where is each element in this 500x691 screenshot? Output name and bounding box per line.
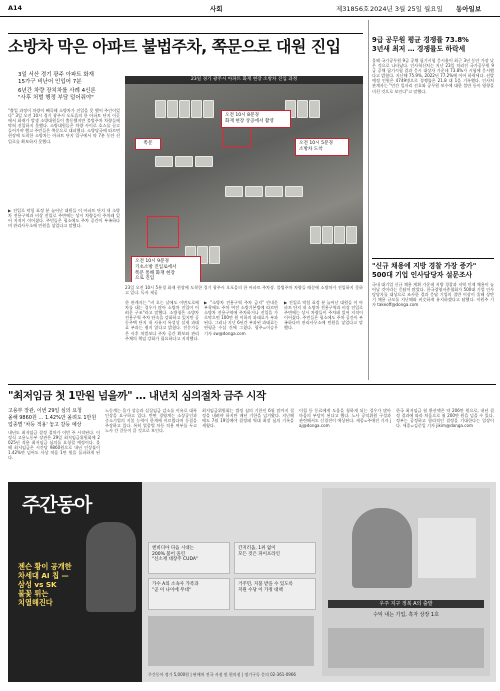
ad-box-2-text: 간지러움, 1위 없이 모든 것은 파이프라인 <box>238 546 280 557</box>
bottom-col5: 한국 최저임금 월 환산액은 약 206만 원으로, 내년 결정 결과에 따라 처음으로 월 200만 원을 넘을 수 있다. 정부는 공정하고 합리적인 결정을 기대한다는 입장이다. 세종=김준일 기자 jikim@donga.com <box>396 408 494 429</box>
ad-box-4-text: 거주민, 지불 받을 수 있도록 지원 수당 이 가정 대책 <box>238 582 293 593</box>
side-headline-1: 9급 공무원 평균 경쟁률 73.8% 3년새 최저 … 경쟁률도 하락세 <box>372 36 469 53</box>
ad-box-1-text: 엔비디아 다음 시대는 200% 불어 올린 "신소재 대장주 CUDA" <box>152 546 198 562</box>
car <box>179 100 190 118</box>
bottom-headline: "최저임금 첫 1만원 넘을까" … 내년치 심의절차 금주 시작 <box>8 390 266 402</box>
fire-location-marker <box>223 124 251 148</box>
side-headline-2: "신규 채용에 지방 경찰 가장 증가" 500대 기업 인사담당자 설문조사 <box>372 262 477 279</box>
car <box>346 226 357 244</box>
main-body-col3: ▶ "소방차 전용구역 주차 금지" 안내문 부착에도 주차 여전 소방기본법에 따르면 소방차 전용구역에 주차하거나 진입을 가로막으면 100만 원 이하의 과태료가 부과된다. 그러나 지난 6년간 부과된 과태료는 연평균 수십 건에 그쳤다. 광주=이승우 기자 sw@donga.com <box>204 300 278 336</box>
callout-fire: 오전 10시 8분경 화재 현장 상공에서 촬영 <box>221 110 291 128</box>
gate-label: 쪽문 <box>135 138 161 150</box>
ad-footer: 주간동아 정가 5,000원 | 판매처 전국 서점 및 편의점 | 정기구독 문의 02-361-0966 <box>148 672 296 677</box>
car <box>265 186 283 197</box>
ad-box-4 <box>234 578 316 610</box>
main-subhead-1: 3일 서산 경기 광주 아파트 화재 15가구 비난어 인입어 7분 <box>18 72 94 85</box>
ad-photo-strip <box>148 616 314 666</box>
column-divider <box>368 20 369 380</box>
ad-right-panel <box>322 488 490 676</box>
top-rule <box>8 33 363 34</box>
issue-number: 제31856호 <box>336 5 370 13</box>
car <box>155 156 173 167</box>
ad-right-portrait <box>352 508 412 588</box>
main-body-col1b: ▶ 진입로 막힘 표정 분 늘어난 대원들 이 아파트 단지 내 소방차 전용구역과 비상 진입로 주변에는 상시 차량들이 주차돼 있어 지적이 이어졌다. 주민들은 평소에도 주차 공간이 부족하다며 관리사무소에 민원을 넣었다고 말했다. <box>8 208 120 229</box>
ad-box-3 <box>148 578 230 610</box>
side-gate-marker <box>147 216 179 248</box>
ad-box-1 <box>148 542 230 574</box>
car <box>309 100 320 118</box>
main-body-col3b: ▶ 진입로 막힘 표정 분 늘어난 대원들 이 아파트 단지 내 소방차 전용구역과 비상 진입로 주변에는 상시 차량들이 주차돼 있어 지적이 이어졌다. 주민들은 평소에도 주차 공간이 부족하다며 관리사무소에 민원을 넣었다고 말했다. <box>284 300 363 331</box>
bottom-col3: 최저임금위원회는 법정 심의 기한인 6월 말까지 결정을 내려야 하지만 매년 기한을 넘겨왔다. 지난해에도 7월 19일에야 결정돼 역대 최장 심의 기록을 세웠다. <box>202 408 294 429</box>
side-body-1: 올해 국가공무원 9급 공채 필기시험 응시율이 최근 3년 동안 가장 낮은 것으로 나타났다. 인사혁신처는 지난 23일 치러진 국가공무원 9급 공채 필기시험 결과 응시 대상자 가운데 73.8%가 시험에 응시했다고 밝혔다. 지난해 75.9%, 2022년 77.2%에 이어 하락세다. 선발 예정 인원은 4749명으로 경쟁률은 21.8 대 1을 기록했다. 인사처 관계자는 "민간 일자리 선호와 공무원 보수에 대한 불만 등이 영향을 미친 것으로 보인다"고 말했다. <box>372 58 494 94</box>
photo-caption: 23일 오전 10시 5분경 화재 현장에 도착한 경기 광주시 오포읍의 한 아파트 주차장. 불법주차 차량들 때문에 소방차가 진입하지 못하고 있다. 독자 제공 <box>125 285 363 295</box>
ad-cover-headline: 젠슨 황이 공개한 차세대 AI 칩 — 삼성 vs SK 불꽃 튀는 치열해진다 <box>18 562 72 607</box>
car <box>285 186 303 197</box>
callout-arrival: 오전 10시 5분경 소방차 도착 <box>295 138 349 156</box>
car <box>175 156 193 167</box>
car <box>322 226 333 244</box>
section-name: 사회 <box>210 5 223 13</box>
magazine-advertisement <box>8 482 496 682</box>
ad-right-title: 우주 지구 정복 A의 출발 <box>328 600 484 608</box>
bottom-col4: 이철 등 동료에게 도움을 청하게 되는 경우가 많아 마음의 부담이 된다고 했다. 노사 공익위원 구성과 관련해서도 신경전이 예상된다. 세종=주애진 기자 jaj@donga.com <box>299 408 391 429</box>
ad-box-3-text: 가수 A의 소속사 가족과 "곧 이 나이에 무대" <box>152 582 199 593</box>
ad-right-card <box>418 518 476 578</box>
car <box>155 100 166 118</box>
main-subhead-2: 6년간 차량 장치차를 사례 4신론 "사후 처벌 행정 부담 덜어줘야" <box>18 88 96 101</box>
page-number: A14 <box>8 4 23 12</box>
bottom-col1: 내년도 최저임금 결정 절차가 이번 주 시작된다. 이정식 고용노동부 장관은 29일 최저임금위원회에 2025년 적용 최저임금 심의를 요청할 예정이다. 올해 최저임금은 시간당 9860원으로 내년 인상률이 1.42%만 넘어도 사상 처음 1만 원을 돌파하게 된다. <box>8 430 100 461</box>
ad-right-sub: 수익 내는 기업, 흑자 상장 1호 <box>373 612 439 618</box>
callout-entry: 오전 10시 9분경 기초소방 진입로에서 쪽문 통해 화재 현장 으로 진입 <box>131 256 201 282</box>
car <box>191 100 202 118</box>
bottom-col2: 노동계는 물가 상승과 실질임금 감소를 이유로 대폭 인상을 요구하고 있다. 반면 경영계는 소상공인과 중소기업의 지불 능력이 한계에 이르렀다며 동결을 주장하고 있다. 특히 업종별 차등 적용 여부를 두고 노사 간 갈등이 클 것으로 보인다. <box>105 408 197 434</box>
car <box>167 100 178 118</box>
ad-box-2 <box>234 542 316 574</box>
car <box>310 226 321 244</box>
aerial-photo <box>125 76 363 282</box>
main-body-col1: "출입 과정이 차량이 빼곡해 소방차가 진입을 못 했어 주인이었다" 3일 오전 10시 경기 광주시 오포읍의 한 아파트 단지 이곳에서 화재가 발생 소방대원들이 출동했지만 불법주차 차량들에 막혀 진입하지 못했다. 소방대원들은 차량 사이로 호스를 끌고 들어가야 했고 주민들은 쪽문으로 대피했다. 소방당국에 따르면 현장에 도착한 소방차는 아파트 단지 입구에서 약 7분 동안 진입로를 확보하지 못했다. <box>8 108 120 144</box>
car <box>203 100 214 118</box>
ad-brand: 주간동아 <box>22 494 92 516</box>
car <box>245 186 263 197</box>
paper-name: 동아일보 <box>456 5 482 13</box>
main-headline: 소방차 막은 아파트 불법주차, 쪽문으로 대원 진입 <box>8 37 341 56</box>
ad-cover <box>8 482 142 682</box>
ad-right-image <box>328 628 484 668</box>
bottom-subhead: 고용부 장관, 이번 29일 심의 요청 올해 9860원 … 1.42%만 올려도 1만원 업종별 '차등 적용' 놓고 갈등 예상 <box>8 408 97 428</box>
issue-date: 2024년 3월 25일 월요일 <box>370 5 443 13</box>
car <box>195 156 213 167</box>
side-rule <box>372 258 494 259</box>
car <box>209 246 220 264</box>
bottom-article-rule <box>8 384 496 385</box>
car <box>297 100 308 118</box>
car <box>225 186 243 197</box>
page-header <box>0 0 500 17</box>
main-body-col2: 한 관계자는 "비 오는 날에도 이면도로에 차를 대는 경우가 많아 소방차 진입이 어려운 구조"라고 말했다. 소방청은 소방차 전용구역 주차 단속을 강화하고 있지만 공동주택 단지 내 사유지 특성상 실제 과태료 부과는 쉽지 않다고 밝혔다. 전문가들은 사후 처벌보다 주차 공간 확보와 관리 주체의 책임 강화가 필요하다고 지적했다. <box>125 300 199 341</box>
photo-top-caption: 23일 경기 광주시 아파트 화재 현장 소방차 진입 과정 <box>125 76 363 84</box>
car <box>334 226 345 244</box>
side-body-2: 국내 대기업 신규 채용 계획 가운데 지방 경찰과 지역 인재 채용이 늘어날 것이라는 응답이 많았다. 한국경영자총협회가 500대 기업 인사담당자를 대상으로 조사한 결과 응답 기업의 절반 이상이 올해 상반기 채용 규모를 지난해와 비슷하게 유지하겠다고 답했다. 이원주 기자 takeoff@donga.com <box>372 282 494 308</box>
